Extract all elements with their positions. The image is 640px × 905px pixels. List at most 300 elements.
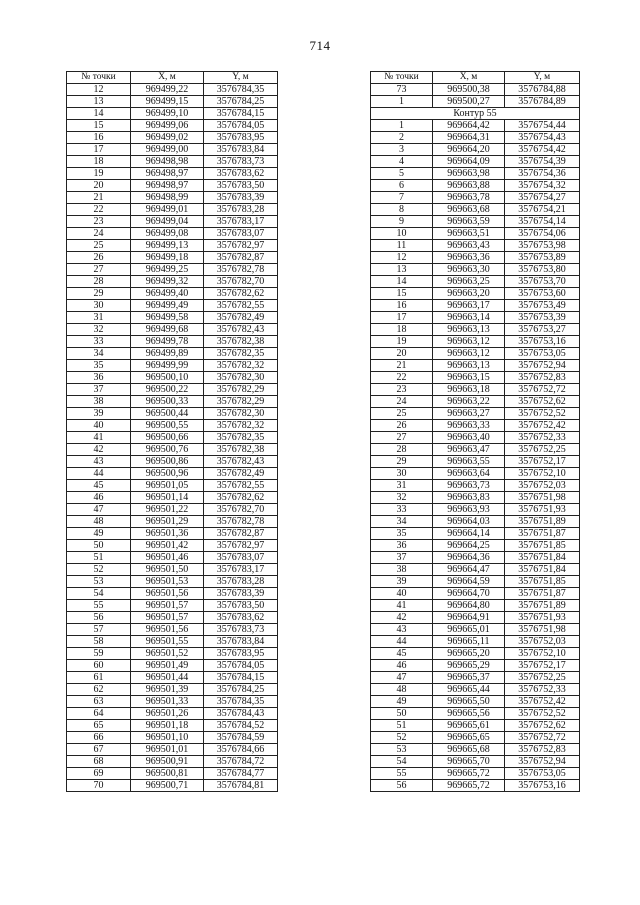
cell-x: 969500,66	[131, 432, 204, 444]
cell-y: 3576782,35	[204, 432, 278, 444]
cell-y: 3576782,43	[204, 456, 278, 468]
table-row	[67, 456, 278, 468]
cell-point: 29	[67, 288, 131, 300]
cell-point: 7	[371, 192, 433, 204]
header-y: Y, м	[204, 72, 278, 84]
cell-x: 969663,59	[433, 216, 505, 228]
cell-y: 3576783,07	[204, 552, 278, 564]
cell-x: 969499,00	[131, 144, 204, 156]
table-row	[67, 108, 278, 120]
cell-x: 969499,78	[131, 336, 204, 348]
table-row	[67, 540, 278, 552]
cell-y: 3576783,07	[204, 228, 278, 240]
cell-point: 5	[371, 168, 433, 180]
cell-point: 14	[371, 276, 433, 288]
cell-point: 31	[371, 480, 433, 492]
cell-x: 969501,29	[131, 516, 204, 528]
section-row	[371, 108, 580, 120]
table-row	[371, 564, 580, 576]
table-row	[371, 264, 580, 276]
cell-y: 3576783,84	[204, 636, 278, 648]
cell-point: 8	[371, 204, 433, 216]
cell-point: 41	[67, 432, 131, 444]
cell-point: 20	[371, 348, 433, 360]
table-row	[371, 696, 580, 708]
table-row	[67, 720, 278, 732]
table-row	[67, 156, 278, 168]
table-row	[67, 264, 278, 276]
cell-y: 3576752,10	[505, 648, 580, 660]
cell-y: 3576782,55	[204, 480, 278, 492]
cell-y: 3576752,62	[505, 720, 580, 732]
table-row	[371, 540, 580, 552]
cell-x: 969665,72	[433, 768, 505, 780]
cell-point: 56	[67, 612, 131, 624]
cell-x: 969500,55	[131, 420, 204, 432]
cell-y: 3576783,28	[204, 204, 278, 216]
cell-point: 37	[371, 552, 433, 564]
cell-y: 3576783,62	[204, 168, 278, 180]
page-number: 714	[309, 38, 331, 53]
cell-point: 64	[67, 708, 131, 720]
cell-y: 3576753,60	[505, 288, 580, 300]
cell-x: 969498,98	[131, 156, 204, 168]
cell-x: 969663,43	[433, 240, 505, 252]
table-row	[371, 660, 580, 672]
table-row	[371, 96, 580, 108]
cell-y: 3576753,27	[505, 324, 580, 336]
cell-point: 54	[371, 756, 433, 768]
cell-point: 2	[371, 132, 433, 144]
cell-y: 3576782,62	[204, 288, 278, 300]
cell-y: 3576752,25	[505, 672, 580, 684]
table-row	[371, 708, 580, 720]
cell-x: 969665,65	[433, 732, 505, 744]
cell-x: 969663,55	[433, 456, 505, 468]
cell-x: 969663,64	[433, 468, 505, 480]
cell-y: 3576754,44	[505, 120, 580, 132]
table-row	[371, 168, 580, 180]
cell-y: 3576782,38	[204, 444, 278, 456]
cell-y: 3576782,97	[204, 540, 278, 552]
cell-x: 969663,20	[433, 288, 505, 300]
cell-y: 3576752,10	[505, 468, 580, 480]
cell-point: 57	[67, 624, 131, 636]
cell-point: 29	[371, 456, 433, 468]
cell-x: 969663,40	[433, 432, 505, 444]
cell-x: 969499,01	[131, 204, 204, 216]
cell-x: 969501,26	[131, 708, 204, 720]
cell-point: 27	[371, 432, 433, 444]
table-row	[67, 696, 278, 708]
cell-x: 969665,11	[433, 636, 505, 648]
cell-point: 18	[371, 324, 433, 336]
cell-x: 969501,44	[131, 672, 204, 684]
cell-y: 3576783,95	[204, 132, 278, 144]
table-row	[371, 504, 580, 516]
cell-y: 3576752,17	[505, 456, 580, 468]
table-row	[67, 84, 278, 96]
cell-point: 53	[67, 576, 131, 588]
cell-point: 36	[67, 372, 131, 384]
cell-x: 969501,49	[131, 660, 204, 672]
table-row	[371, 468, 580, 480]
table-row	[371, 204, 580, 216]
cell-x: 969501,53	[131, 576, 204, 588]
table-row	[371, 552, 580, 564]
cell-y: 3576783,62	[204, 612, 278, 624]
cell-y: 3576752,62	[505, 396, 580, 408]
cell-y: 3576751,89	[505, 600, 580, 612]
cell-x: 969664,20	[433, 144, 505, 156]
cell-point: 51	[67, 552, 131, 564]
cell-x: 969500,91	[131, 756, 204, 768]
cell-point: 39	[67, 408, 131, 420]
cell-y: 3576754,27	[505, 192, 580, 204]
cell-y: 3576752,94	[505, 360, 580, 372]
cell-y: 3576782,78	[204, 264, 278, 276]
cell-y: 3576784,15	[204, 108, 278, 120]
cell-y: 3576751,84	[505, 552, 580, 564]
cell-x: 969664,31	[433, 132, 505, 144]
cell-x: 969663,68	[433, 204, 505, 216]
cell-y: 3576783,84	[204, 144, 278, 156]
table-row	[67, 276, 278, 288]
cell-y: 3576752,42	[505, 696, 580, 708]
cell-x: 969499,49	[131, 300, 204, 312]
table-row	[371, 84, 580, 96]
table-row	[67, 360, 278, 372]
cell-point: 63	[67, 696, 131, 708]
cell-point: 21	[371, 360, 433, 372]
table-row	[67, 408, 278, 420]
cell-x: 969663,88	[433, 180, 505, 192]
table-row	[67, 444, 278, 456]
cell-y: 3576753,16	[505, 780, 580, 792]
cell-y: 3576784,25	[204, 684, 278, 696]
header-y: Y, м	[505, 72, 580, 84]
cell-point: 21	[67, 192, 131, 204]
cell-x: 969664,91	[433, 612, 505, 624]
cell-y: 3576783,73	[204, 624, 278, 636]
cell-point: 17	[371, 312, 433, 324]
table-row	[67, 468, 278, 480]
cell-point: 35	[67, 360, 131, 372]
cell-x: 969501,22	[131, 504, 204, 516]
cell-y: 3576782,30	[204, 408, 278, 420]
table-row	[67, 180, 278, 192]
cell-x: 969665,68	[433, 744, 505, 756]
cell-x: 969501,56	[131, 588, 204, 600]
cell-point: 16	[67, 132, 131, 144]
cell-y: 3576784,89	[505, 96, 580, 108]
cell-x: 969500,27	[433, 96, 505, 108]
cell-x: 969665,37	[433, 672, 505, 684]
table-row	[67, 120, 278, 132]
table-row	[67, 492, 278, 504]
cell-x: 969501,46	[131, 552, 204, 564]
table-row	[371, 636, 580, 648]
table-row	[67, 396, 278, 408]
cell-y: 3576751,84	[505, 564, 580, 576]
cell-point: 45	[371, 648, 433, 660]
cell-point: 25	[371, 408, 433, 420]
table-row	[371, 408, 580, 420]
cell-x: 969664,47	[433, 564, 505, 576]
cell-point: 40	[371, 588, 433, 600]
right-table-body-top	[371, 84, 580, 108]
cell-point: 3	[371, 144, 433, 156]
cell-point: 68	[67, 756, 131, 768]
left-table-body	[67, 84, 278, 792]
cell-y: 3576751,89	[505, 516, 580, 528]
cell-y: 3576753,49	[505, 300, 580, 312]
cell-point: 13	[67, 96, 131, 108]
table-row	[371, 480, 580, 492]
cell-y: 3576782,38	[204, 336, 278, 348]
cell-x: 969499,32	[131, 276, 204, 288]
table-row	[67, 708, 278, 720]
cell-x: 969500,76	[131, 444, 204, 456]
cell-y: 3576784,59	[204, 732, 278, 744]
cell-y: 3576752,25	[505, 444, 580, 456]
cell-x: 969663,12	[433, 348, 505, 360]
table-row	[67, 192, 278, 204]
cell-y: 3576784,77	[204, 768, 278, 780]
table-row	[371, 576, 580, 588]
cell-point: 55	[67, 600, 131, 612]
table-row	[67, 96, 278, 108]
cell-x: 969664,09	[433, 156, 505, 168]
cell-point: 17	[67, 144, 131, 156]
cell-y: 3576782,55	[204, 300, 278, 312]
cell-point: 4	[371, 156, 433, 168]
cell-point: 27	[67, 264, 131, 276]
cell-point: 50	[67, 540, 131, 552]
cell-point: 18	[67, 156, 131, 168]
table-row	[67, 732, 278, 744]
coordinates-table-right	[370, 71, 580, 792]
cell-y: 3576752,33	[505, 684, 580, 696]
cell-point: 33	[67, 336, 131, 348]
cell-point: 23	[371, 384, 433, 396]
cell-point: 11	[371, 240, 433, 252]
table-header-row	[371, 72, 580, 84]
table-row	[371, 300, 580, 312]
table-row	[371, 360, 580, 372]
cell-x: 969664,36	[433, 552, 505, 564]
right-table-body-bottom	[371, 120, 580, 792]
cell-x: 969501,52	[131, 648, 204, 660]
cell-x: 969501,10	[131, 732, 204, 744]
cell-y: 3576753,39	[505, 312, 580, 324]
cell-y: 3576782,62	[204, 492, 278, 504]
cell-point: 67	[67, 744, 131, 756]
cell-y: 3576754,43	[505, 132, 580, 144]
table-row	[67, 564, 278, 576]
cell-x: 969501,39	[131, 684, 204, 696]
cell-x: 969498,97	[131, 168, 204, 180]
header-x: X, м	[131, 72, 204, 84]
cell-y: 3576783,39	[204, 588, 278, 600]
cell-x: 969501,57	[131, 600, 204, 612]
cell-x: 969663,83	[433, 492, 505, 504]
cell-y: 3576754,32	[505, 180, 580, 192]
cell-y: 3576752,52	[505, 408, 580, 420]
table-row	[67, 420, 278, 432]
table-row	[67, 324, 278, 336]
cell-x: 969664,25	[433, 540, 505, 552]
cell-point: 62	[67, 684, 131, 696]
cell-y: 3576783,28	[204, 576, 278, 588]
cell-y: 3576754,21	[505, 204, 580, 216]
cell-x: 969663,51	[433, 228, 505, 240]
table-row	[371, 732, 580, 744]
cell-point: 47	[371, 672, 433, 684]
cell-x: 969663,98	[433, 168, 505, 180]
cell-y: 3576782,87	[204, 528, 278, 540]
cell-point: 70	[67, 780, 131, 792]
cell-point: 23	[67, 216, 131, 228]
table-row	[67, 348, 278, 360]
header-point: № точки	[67, 72, 131, 84]
cell-point: 46	[67, 492, 131, 504]
cell-x: 969665,70	[433, 756, 505, 768]
cell-y: 3576752,42	[505, 420, 580, 432]
table-row	[371, 588, 580, 600]
cell-y: 3576784,43	[204, 708, 278, 720]
cell-point: 30	[67, 300, 131, 312]
table-header-row	[67, 72, 278, 84]
table-row	[67, 744, 278, 756]
cell-x: 969500,44	[131, 408, 204, 420]
table-row	[371, 420, 580, 432]
cell-x: 969663,14	[433, 312, 505, 324]
table-row	[67, 528, 278, 540]
cell-point: 37	[67, 384, 131, 396]
table-row	[67, 600, 278, 612]
table-row	[67, 660, 278, 672]
cell-x: 969663,12	[433, 336, 505, 348]
cell-x: 969501,01	[131, 744, 204, 756]
cell-point: 9	[371, 216, 433, 228]
cell-y: 3576753,89	[505, 252, 580, 264]
cell-x: 969664,80	[433, 600, 505, 612]
cell-y: 3576782,29	[204, 384, 278, 396]
cell-y: 3576753,16	[505, 336, 580, 348]
cell-y: 3576752,17	[505, 660, 580, 672]
cell-point: 54	[67, 588, 131, 600]
table-row	[371, 456, 580, 468]
cell-y: 3576784,35	[204, 84, 278, 96]
cell-x: 969501,14	[131, 492, 204, 504]
cell-x: 969500,71	[131, 780, 204, 792]
cell-x: 969665,01	[433, 624, 505, 636]
cell-y: 3576784,05	[204, 660, 278, 672]
cell-point: 38	[371, 564, 433, 576]
right-table-section	[371, 108, 580, 120]
cell-x: 969499,06	[131, 120, 204, 132]
cell-y: 3576752,94	[505, 756, 580, 768]
table-row	[67, 216, 278, 228]
cell-point: 50	[371, 708, 433, 720]
cell-point: 12	[67, 84, 131, 96]
cell-x: 969500,33	[131, 396, 204, 408]
cell-point: 26	[371, 420, 433, 432]
table-row	[371, 744, 580, 756]
cell-x: 969499,02	[131, 132, 204, 144]
cell-point: 40	[67, 420, 131, 432]
cell-point: 52	[371, 732, 433, 744]
cell-y: 3576751,87	[505, 528, 580, 540]
cell-x: 969665,20	[433, 648, 505, 660]
table-row	[371, 240, 580, 252]
cell-x: 969501,33	[131, 696, 204, 708]
cell-point: 28	[67, 276, 131, 288]
cell-point: 59	[67, 648, 131, 660]
table-row	[67, 132, 278, 144]
table-row	[67, 168, 278, 180]
cell-point: 45	[67, 480, 131, 492]
cell-point: 44	[67, 468, 131, 480]
cell-point: 48	[67, 516, 131, 528]
cell-x: 969664,14	[433, 528, 505, 540]
table-row	[67, 204, 278, 216]
table-row	[371, 252, 580, 264]
cell-point: 41	[371, 600, 433, 612]
cell-y: 3576782,70	[204, 276, 278, 288]
cell-point: 25	[67, 240, 131, 252]
cell-point: 61	[67, 672, 131, 684]
table-row	[371, 372, 580, 384]
table-row	[371, 612, 580, 624]
cell-x: 969663,18	[433, 384, 505, 396]
cell-y: 3576752,03	[505, 636, 580, 648]
table-row	[67, 672, 278, 684]
table-row	[67, 636, 278, 648]
cell-x: 969500,22	[131, 384, 204, 396]
cell-point: 24	[371, 396, 433, 408]
cell-x: 969499,18	[131, 252, 204, 264]
table-row	[371, 192, 580, 204]
table-row	[67, 756, 278, 768]
cell-point: 73	[371, 84, 433, 96]
cell-y: 3576782,32	[204, 420, 278, 432]
cell-x: 969499,25	[131, 264, 204, 276]
cell-point: 13	[371, 264, 433, 276]
cell-x: 969500,96	[131, 468, 204, 480]
cell-point: 20	[67, 180, 131, 192]
cell-point: 55	[371, 768, 433, 780]
table-row	[371, 180, 580, 192]
cell-point: 6	[371, 180, 433, 192]
cell-point: 48	[371, 684, 433, 696]
cell-y: 3576752,03	[505, 480, 580, 492]
cell-y: 3576754,36	[505, 168, 580, 180]
cell-y: 3576783,50	[204, 600, 278, 612]
table-row	[371, 132, 580, 144]
cell-point: 31	[67, 312, 131, 324]
cell-y: 3576782,78	[204, 516, 278, 528]
cell-y: 3576753,05	[505, 768, 580, 780]
cell-y: 3576782,35	[204, 348, 278, 360]
cell-point: 28	[371, 444, 433, 456]
section-title: Контур 55	[371, 108, 580, 120]
cell-point: 32	[67, 324, 131, 336]
table-row	[67, 240, 278, 252]
table-row	[67, 252, 278, 264]
cell-point: 43	[371, 624, 433, 636]
